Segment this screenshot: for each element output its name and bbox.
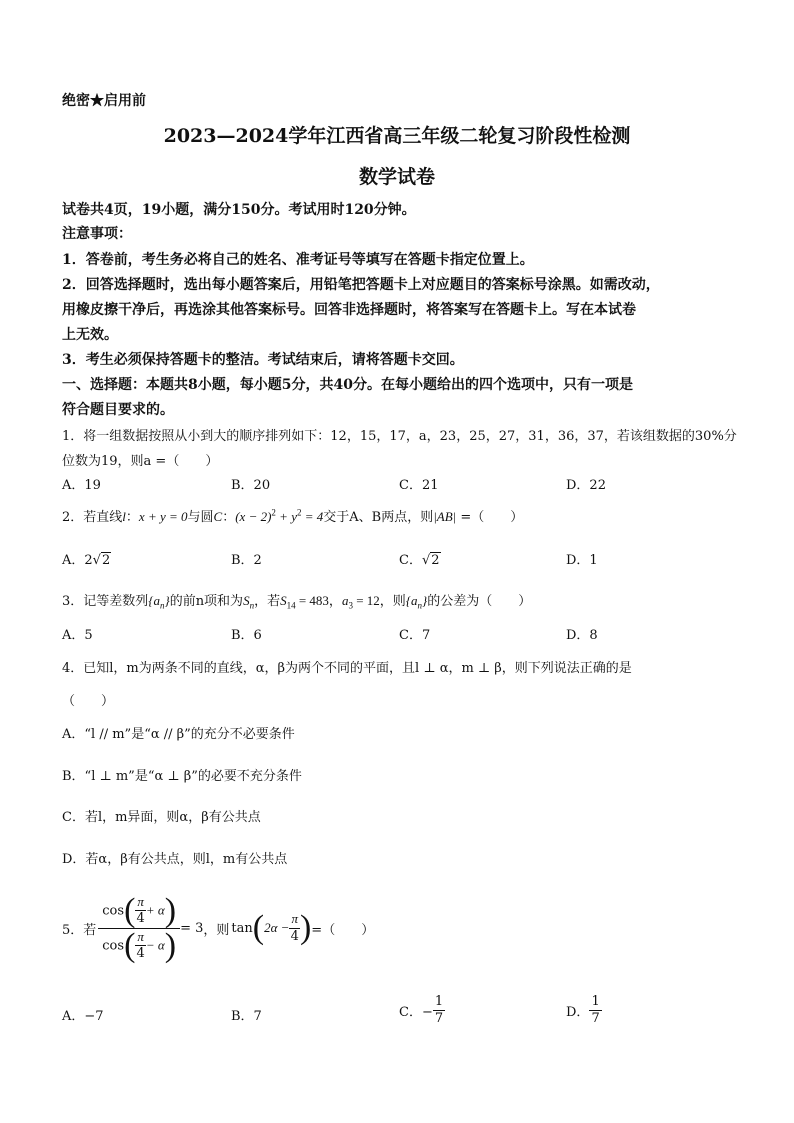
question-2-option-c: C．√2 <box>399 553 440 568</box>
question-1-option-a: A．19 <box>62 478 101 493</box>
segment-ab-abs: |AB| <box>433 509 457 524</box>
line-equation: x + y = 0 <box>138 509 188 524</box>
question-4-option-c: C．若l，m异面，则α，β有公共点 <box>62 810 261 825</box>
question-2-number: 2．若直线 <box>62 510 123 525</box>
cos-ratio-fraction: cos( $\frac{\pi}{4}$ + α) cos( $\frac{\pi}{4}$ − α) <box>98 894 180 963</box>
question-2-stem <box>62 506 523 525</box>
question-5-stem: 5．若 cos( $\frac{\pi}{4}$ + α) cos( $\frac{\pi}{4}$ − α) = 3 ，则 tan ( 2α − $\frac{\pi}{4}$ ) =（ ） <box>62 891 375 964</box>
section-1-heading-line-2: 符合题目要求的。 <box>62 402 174 418</box>
question-1-line-1: 1．将一组数据按照从小到大的顺序排列如下：12，15，17，a，23，25，27，31，36，37，若该组数据的30%分 <box>62 429 737 444</box>
confidential-label: 绝密★启用前 <box>62 93 146 109</box>
sequence-an: $\{a_n\}$ <box>148 593 170 611</box>
subject-title: 数学试卷 <box>358 166 435 188</box>
question-3-stem: 3．记等差数列$\{a_n\}$的前n项和为$S_n$，若$S_{14} = 483$，$a_3 = 12$，则$\{a_n\}$的公差为（ ） <box>62 593 532 611</box>
question-4-option-d: D．若α，β有公共点，则l，m有公共点 <box>62 852 288 867</box>
note-1: 1．答卷前，考生务必将自己的姓名、准考证号等填写在答题卡指定位置上。 <box>62 252 534 268</box>
question-1-option-c: C．21 <box>399 478 439 493</box>
question-3-option-c: C．7 <box>399 628 431 643</box>
question-3-option-a: A．5 <box>62 628 93 643</box>
question-5-option-c: C．− $\frac{1}{7}$ <box>399 994 444 1027</box>
sqrt-symbol: √2 <box>92 553 111 568</box>
sequence-an-2: $\{a_n\}$ <box>405 593 428 611</box>
question-4-option-b: B．“l ⊥ m”是“α ⊥ β”的必要不充分条件 <box>62 769 302 784</box>
sqrt-symbol: √2 <box>421 553 440 568</box>
circle-c-symbol: C <box>213 509 223 524</box>
s14-value: $S_{14} = 483$ <box>280 593 329 611</box>
circle-equation: $(x - 2)^2 + y^2 = 4$ <box>235 507 324 524</box>
question-1-line-2: 位数为19，则a =（ ） <box>62 454 219 469</box>
section-1-heading-line-1: 一、选择题：本题共8小题，每小题5分，共40分。在每小题给出的四个选项中，只有一项是 <box>62 377 633 393</box>
a3-value: $a_3 = 12$ <box>341 593 380 611</box>
colon: ： <box>222 510 236 525</box>
question-5-option-d: D． $\frac{1}{7}$ <box>566 994 600 1027</box>
note-2-line-1: 2．回答选择题时，选出每小题答案后，用铅笔把答题卡上对应题目的答案标号涂黑。如需改动， <box>62 277 660 293</box>
question-3-option-b: B．6 <box>231 628 262 643</box>
colon: ： <box>125 510 139 525</box>
line-l-symbol: l <box>122 509 126 524</box>
exam-title: 2023—2024学年江西省高三年级二轮复习阶段性检测 <box>163 125 631 147</box>
question-2-option-b: B．2 <box>231 553 262 568</box>
question-3-option-d: D．8 <box>566 628 598 643</box>
note-2-line-2: 用橡皮擦干净后，再选涂其他答案标号。回答非选择题时，将答案写在答题卡上。写在本试卷 <box>62 302 636 318</box>
note-2-line-3: 上无效。 <box>62 327 118 343</box>
question-1-option-b: B．20 <box>231 478 271 493</box>
question-1-option-d: D．22 <box>566 478 606 493</box>
question-2-tail-text: 交于A、B两点，则 <box>323 510 434 525</box>
notes-title: 注意事项： <box>62 226 132 242</box>
question-5-option-a: A．−7 <box>62 1009 104 1024</box>
question-4-line-2: （ ） <box>62 694 115 709</box>
question-2-option-d: D．1 <box>566 553 598 568</box>
exam-summary: 试卷共4页，19小题，满分150分。考试用时120分钟。 <box>62 202 416 218</box>
note-3: 3．考生必须保持答题卡的整洁。考试结束后，请将答题卡交回。 <box>62 352 464 368</box>
question-5-option-b: B．7 <box>231 1009 262 1024</box>
question-2-option-a: A．2√2 <box>62 553 111 568</box>
question-4-line-1: 4．已知l，m为两条不同的直线，α，β为两个不同的平面，且l ⊥ α，m ⊥ β，则下列说法正确的是 <box>62 661 632 676</box>
sum-sn: $S_n$ <box>243 593 255 611</box>
question-2-end: =（ ） <box>456 510 524 525</box>
question-4-option-a: A．“l // m”是“α // β”的充分不必要条件 <box>62 727 295 742</box>
question-2-mid-text: 与圆 <box>187 510 214 525</box>
